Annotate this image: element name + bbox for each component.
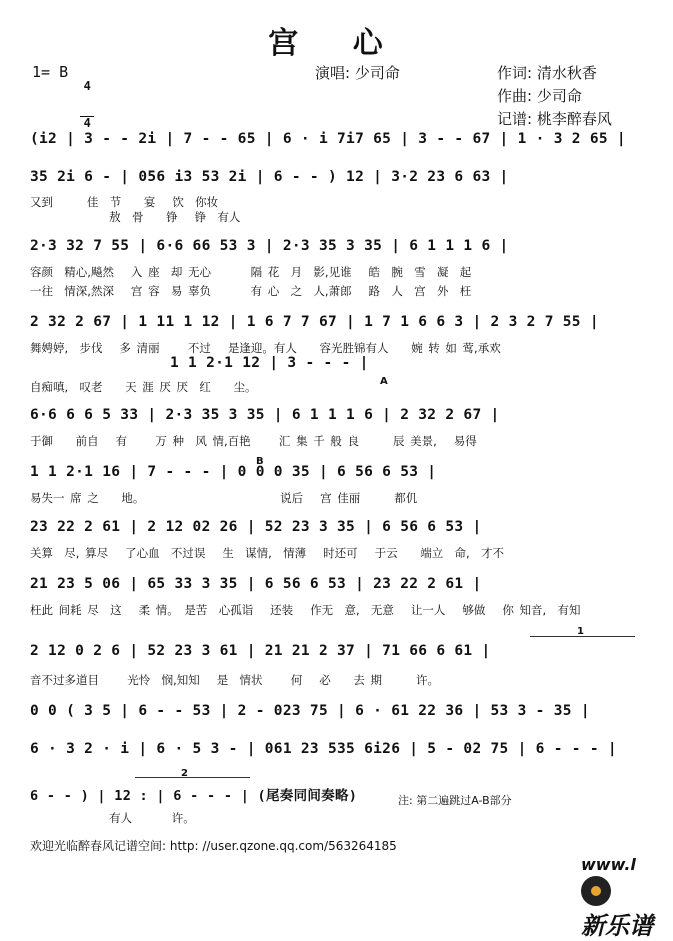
lyrics-line-7: 易失一 席 之 地。 说后 宫 佳丽 都仉 xyxy=(30,491,418,505)
lyrics-line-3b: 一往 情深,然深 宫 容 易 辜负 有 心 之 人,萧郎 路 人 宫 外 枉 xyxy=(30,284,472,298)
score-line-5: 1 1 2·1 12 | 3 - - - | xyxy=(170,355,369,371)
volta-2-bracket xyxy=(135,777,250,778)
score-line-2: 35 2i 6 - | 056 i3 53 2i | 6 - - ) 12 | 3·2 23 6 63 | xyxy=(30,169,509,185)
volta-1-label: 1 xyxy=(577,626,584,637)
logo-disc-icon xyxy=(581,876,611,906)
volta-2-label: 2 xyxy=(181,768,188,779)
transcriber: 记谱: 桃李醉春风 xyxy=(497,110,612,128)
lyrics-line-3a: 容颜 精心,飚然 入 座 却 无心 隔 花 月 影,见谁 皓 腕 雪 凝 起 xyxy=(30,265,472,279)
score-line-6: 6·6 6 6 5 33 | 2·3 35 3 35 | 6 1 1 1 6 | 2 32 2 67 | xyxy=(30,407,500,423)
time-signature-bottom: 4 xyxy=(80,116,94,129)
score-line-3: 2·3 32 7 55 | 6·6 66 53 3 | 2·3 35 3 35 | 6 1 1 1 6 | xyxy=(30,238,509,254)
lyrics-line-10: 音不过多道目 光怜 悯,知知 是 情状 何 必 去 期 许。 xyxy=(30,673,439,687)
lyrics-line-4: 舞娉婷, 步伐 多 清丽 不过 是逢迎。有人 容光胜锦有人 婉 转 如 莺,承欢 xyxy=(30,341,501,355)
time-signature xyxy=(80,56,94,141)
site-logo xyxy=(564,820,653,941)
lyrics-line-2a: 又到 佳 节 宴 饮 你妆 xyxy=(30,195,219,209)
logo-prefix: www.l xyxy=(581,855,636,874)
marker-b: B xyxy=(256,456,264,467)
score-line-8: 23 22 2 61 | 2 12 02 26 | 52 23 3 35 | 6 56 6 53 | xyxy=(30,519,482,535)
score-line-4: 2 32 2 67 | 1 11 1 12 | 1 6 7 7 67 | 1 7 1 6 6 3 | 2 3 2 7 55 | xyxy=(30,314,599,330)
logo-text: 新乐谱 xyxy=(581,912,653,940)
composer: 作曲: 少司命 xyxy=(497,87,582,105)
lyrics-line-5: 自痴嗔, 叹老 天 涯 厌 厌 红 尘。 xyxy=(30,380,257,394)
lyrics-line-13: 有人 许。 xyxy=(30,811,195,825)
song-title: 宫 心 xyxy=(268,26,405,61)
score-line-9: 21 23 5 06 | 65 33 3 35 | 6 56 6 53 | 23 22 2 61 | xyxy=(30,576,482,592)
score-line-11: 0 0 ( 3 5 | 6 - - 53 | 2 - 023 75 | 6 · 61 22 36 | 53 3 - 35 | xyxy=(30,703,590,719)
score-line-1: (i2 | 3 - - 2i | 7 - - 65 | 6 · i 7i7 65 | 3 - - 67 | 1 · 3 2 65 | xyxy=(30,131,626,147)
performance-note: 注: 第二遍跳过A-B部分 xyxy=(398,794,512,807)
score-line-10: 2 12 0 2 6 | 52 23 3 61 | 21 21 2 37 | 71 66 6 61 | xyxy=(30,643,491,659)
lyrics-line-2b: 敖 骨 铮 铮 有人 xyxy=(30,210,241,224)
marker-a: A xyxy=(380,376,388,387)
footer-text: 欢迎光临醉春风记谱空间: http: //user.qzone.qq.com/563264185 xyxy=(30,839,397,853)
score-line-7: 1 1 2·1 16 | 7 - - - | 0 0 0 35 | 6 56 6 53 | xyxy=(30,464,437,480)
lyrics-line-8: 关算 尽, 算尽 了心血 不过误 生 谋情, 情薄 时还可 于云 端立 命, 才不 xyxy=(30,546,504,560)
lyricist: 作词: 清水秋香 xyxy=(497,64,597,82)
lyrics-line-6: 于御 前自 有 万 种 风 情,百艳 汇 集 千 般 良 辰 美景, 易得 xyxy=(30,434,477,448)
lyrics-line-9: 枉此 间耗 尽 这 柔 情。 是苦 心孤诣 还装 作无 意, 无意 让一人 够做 你 知音, 有知 xyxy=(30,603,581,617)
key-signature: 1= B xyxy=(32,63,69,81)
score-line-12: 6 · 3 2 · i | 6 · 5 3 - | 061 23 535 6i26 | 5 - 02 75 | 6 - - - | xyxy=(30,741,617,757)
time-signature-top: 4 xyxy=(83,79,91,93)
score-line-13: 6 - - ) | 12 : | 6 - - - | (尾奏同间奏略) xyxy=(30,788,358,804)
performer: 演唱: 少司命 xyxy=(315,64,400,82)
